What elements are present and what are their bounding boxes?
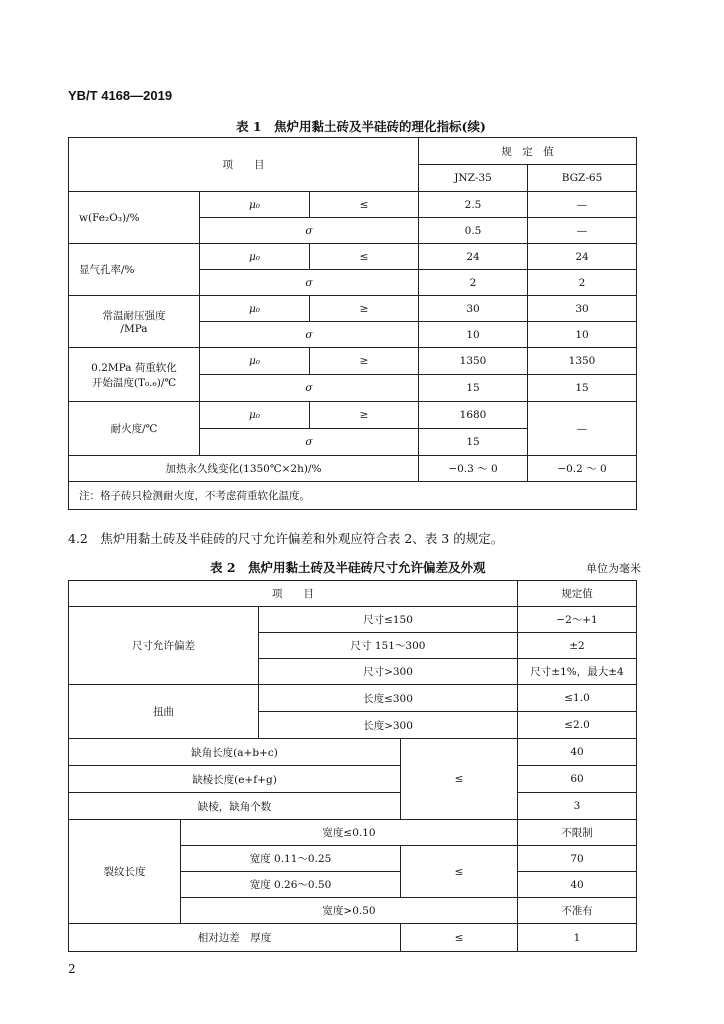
value-cell: 30 [528,296,637,322]
item-header: 项 目 [69,138,419,192]
value-cell: 40 [518,872,637,898]
size-label: 尺寸允许偏差 [69,607,259,685]
value-cell: 60 [518,766,637,793]
value-cell: 2.5 [419,192,528,218]
col-bgz65: BGZ-65 [528,165,637,192]
value-cell: 尺寸±1%，最大±4 [518,659,637,685]
le-symbol: ≤ [401,739,518,820]
row-label-line1: 0.2MPa 荷重软化 [91,361,177,374]
mu-symbol: μ₀ [200,348,310,375]
condition-cell: 尺寸>300 [259,659,518,685]
spec-header: 规定值 [518,581,637,607]
value-cell: 10 [419,322,528,348]
value-cell: −0.3 ～ 0 [419,456,528,482]
sigma-symbol: σ [200,322,419,348]
row-label: 耐火度/℃ [69,402,200,456]
sigma-symbol: σ [200,375,419,402]
row-label-line1: 常温耐压强度 [102,310,166,322]
row-label [69,348,200,402]
page-number: 2 [68,962,76,976]
value-cell: 15 [419,375,528,402]
sigma-symbol: σ [200,218,419,244]
sigma-symbol: σ [200,429,419,456]
table1 [68,137,637,510]
value-cell: — [528,192,637,218]
le-symbol: ≤ [401,924,518,952]
table1-caption: 表 1 焦炉用黏土砖及半硅砖的理化指标(续) [236,119,486,134]
condition-cell: 长度≤300 [259,685,518,712]
condition-cell: 尺寸 151～300 [259,633,518,659]
value-cell: 不限制 [518,820,637,846]
value-cell: 70 [518,846,637,872]
condition-cell: 长度>300 [259,712,518,739]
standard-code-header: YB/T 4168—2019 [68,88,173,103]
condition-cell: 宽度 0.11～0.25 [181,846,401,872]
value-cell: 1680 [419,402,528,429]
table1-note: 注：格子砖只检测耐火度，不考虑荷重软化温度。 [69,482,637,510]
value-cell: 3 [518,793,637,820]
value-cell: 2 [528,270,637,296]
le-symbol: ≤ [401,846,518,898]
value-cell: 0.5 [419,218,528,244]
le-symbol: ≤ [310,192,419,218]
value-cell: ±2 [518,633,637,659]
value-cell: 1350 [419,348,528,375]
sigma-symbol: σ [200,270,419,296]
table2 [68,580,637,952]
value-cell: 2 [419,270,528,296]
row-label: 显气孔率/% [69,244,200,296]
value-cell: 不准有 [518,898,637,924]
value-cell: 10 [528,322,637,348]
row-label-line2: /MPa [120,323,148,335]
opposite-label: 相对边差 厚度 [69,924,401,952]
value-cell: 40 [518,739,637,766]
row-label [69,296,200,348]
condition-cell: 尺寸≤150 [259,607,518,633]
reheat-label: 加热永久线变化(1350℃×2h)/% [69,456,419,482]
value-cell: ≤1.0 [518,685,637,712]
corner-label: 缺角长度(a+b+c) [69,739,401,766]
condition-cell: 宽度>0.50 [181,898,518,924]
count-label: 缺棱，缺角个数 [69,793,401,820]
clause-4-2: 4.2 焦炉用黏土砖及半硅砖的尺寸允许偏差和外观应符合表 2、表 3 的规定。 [68,531,504,546]
value-cell: — [528,402,637,456]
twist-label: 扭曲 [69,685,259,739]
row-label: w(Fe₂O₃)/% [69,192,200,244]
value-cell: 24 [528,244,637,270]
value-cell: ≤2.0 [518,712,637,739]
ge-symbol: ≥ [310,348,419,375]
value-cell: 1 [518,924,637,952]
spec-header: 规 定 值 [419,138,637,165]
value-cell: −2～+1 [518,607,637,633]
mu-symbol: μ₀ [200,244,310,270]
ge-symbol: ≥ [310,296,419,322]
value-cell: — [528,218,637,244]
value-cell: 15 [528,375,637,402]
mu-symbol: μ₀ [200,192,310,218]
value-cell: 30 [419,296,528,322]
crack-label: 裂纹长度 [69,820,181,924]
ge-symbol: ≥ [310,402,419,429]
mu-symbol: μ₀ [200,296,310,322]
mu-symbol: μ₀ [200,402,310,429]
condition-cell: 宽度 0.26～0.50 [181,872,401,898]
value-cell: 1350 [528,348,637,375]
row-label-line2: 开始温度(T₀.₆)/℃ [91,376,177,389]
value-cell: 15 [419,429,528,456]
condition-cell: 宽度≤0.10 [181,820,518,846]
value-cell: −0.2 ～ 0 [528,456,637,482]
value-cell: 24 [419,244,528,270]
table2-caption: 表 2 焦炉用黏土砖及半硅砖尺寸允许偏差及外观 [210,560,486,575]
le-symbol: ≤ [310,244,419,270]
item-header: 项 目 [69,581,518,607]
col-jnz35: JNZ-35 [419,165,528,192]
unit-note: 单位为毫米 [586,562,641,575]
edge-label: 缺棱长度(e+f+g) [69,766,401,793]
